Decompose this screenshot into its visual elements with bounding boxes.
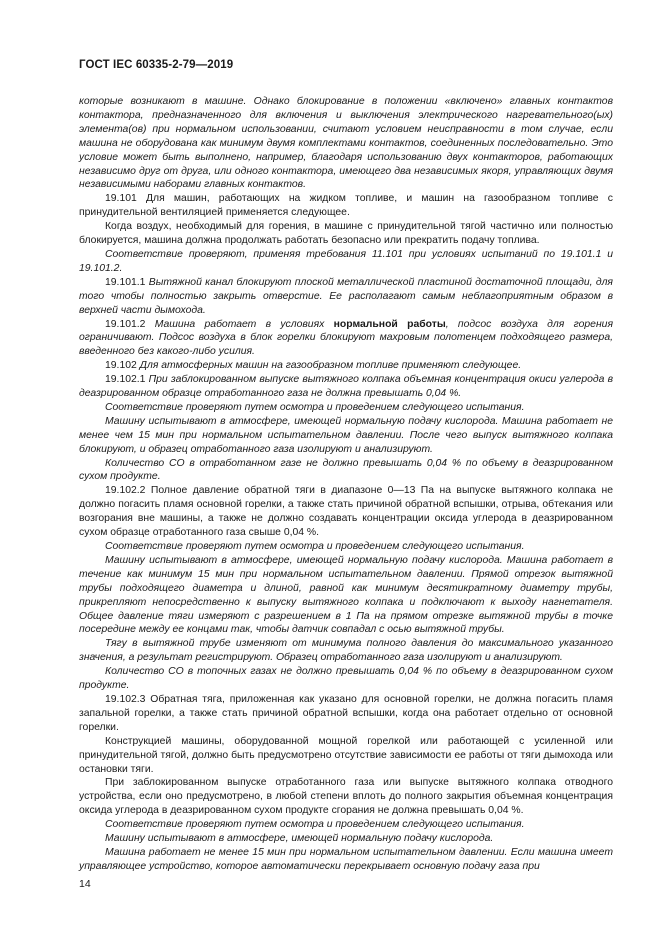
clause-number: 19.101 bbox=[105, 193, 137, 205]
page-number: 14 bbox=[79, 878, 91, 890]
test-paragraph: Машина работает не менее 15 мин при нормальном испытательном давлении. Если машина имеет управляющее устройство, которое автоматически перекрывает основную подачу газа при bbox=[79, 846, 613, 872]
test-paragraph: Машину испытывают в атмосфере, имеющей нормальную подачу кислорода. Машина работает не менее чем 15 мин при нормальном испытательном давлении. После чего выпуск вытяжного колпака блокируют, и образец отработанного газа изолируют и анализируют. bbox=[79, 415, 613, 455]
clause-number: 19.101.1 bbox=[105, 276, 146, 288]
clause-19-102-3: 19.102.3 Обратная тяга, приложенная как указано для основной горелки, не должна погасить пламя запальной горелки, а также стать причиной обратной вспышки, когда она работает отдельно от основной горелки. bbox=[79, 693, 613, 733]
test-paragraph: Машину испытывают в атмосфере, имеющей нормальную подачу кислорода. bbox=[105, 833, 494, 845]
compliance-paragraph: Соответствие проверяют путем осмотра и проведением следующего испытания. bbox=[105, 401, 525, 413]
defined-term: нормальной работы bbox=[333, 318, 446, 330]
clause-number: 19.102 bbox=[105, 360, 137, 372]
paragraph: При заблокированном выпуске отработанного газа или выпуске вытяжного колпака отводного устройства, если оно предусмотрено, в любой степени вплоть до полного закрытия объемная концентрация оксида углерода в деазрированном сухом продукте сгорания не должна превышать 0,04 %. bbox=[79, 777, 613, 817]
test-paragraph: Тягу в вытяжной трубе изменяют от минимума полного давления до максимального указанного значения, а результат регистрируют. Образец отработанного газа изолируют и анализируют. bbox=[79, 638, 613, 664]
document-header: ГОСТ IEC 60335-2-79—2019 bbox=[79, 59, 234, 71]
clause-19-101-1: 19.101.1 Вытяжной канал блокируют плоской металлической пластиной достаточной площади, для того чтобы полностью закрыть отверстие. Ее располагают самым неблагоприятным образом в верхней части дымохода. bbox=[79, 276, 613, 316]
compliance-paragraph: Соответствие проверяют путем осмотра и проведением следующего испытания. bbox=[105, 819, 525, 831]
clause-19-101: 19.101 Для машин, работающих на жидком топливе, и машин на газообразном топливе с принудительной вентиляцией применяется следующее. bbox=[79, 193, 613, 219]
compliance-paragraph: Соответствие проверяют путем осмотра и проведением следующего испытания. bbox=[105, 541, 525, 552]
paragraph: Когда воздух, необходимый для горения, в машине с принудительной тягой частично или полностью блокируется, машина должна продолжать работать безопасно или прекратить подачу топлива. bbox=[79, 221, 613, 247]
clause-number: 19.101.2 bbox=[105, 318, 146, 330]
clause-19-102: 19.102 Для атмосферных машин на газообразном топливе применяют следующее. bbox=[105, 360, 522, 372]
clause-19-101-2: 19.101.2 Машина работает в условиях нормальной работы, подсос воздуха для горения ограничивают. Подсос воздуха в блок горелки блокируют махровым полотенцем подходящего размера, введенного без какого-либо усилия. bbox=[79, 318, 613, 358]
clause-19-102-2: 19.102.2 Полное давление обратной тяги в диапазоне 0—13 Па на выпуске вытяжного колпака не должно погасить пламя основной горелки, а также стать причиной обратной вспышки, отрыва, обтекания или возгорания вне машины, а также не должно создавать концентрации оксида углерода в деазрированном сухом образце отработанного газа свыше 0,04 %. bbox=[79, 485, 613, 539]
test-paragraph: Количество CO в отработанном газе не должно превышать 0,04 % по объему в деазрированном сухом продукте. bbox=[79, 457, 613, 483]
test-paragraph: Машину испытывают в атмосфере, имеющей нормальную подачу кислорода. Машина работает в течение как минимум 15 мин при нормальном испытательном давлении. Прямой отрезок вытяжной трубы подходящего диаметра и длиной, равной как минимум десятикратному диаметру трубы, прикрепляют непосредственно к выпуску вытяжного колпака и подключают к выходу нагнетателя. Общее давление тяги измеряют с разрешением в 1 Па на прямом отрезке вытяжной трубы в точке посередине между ее концами так, чтобы датчик совпадал с осью вытяжной трубы. bbox=[79, 554, 613, 636]
document-body bbox=[79, 95, 613, 874]
clause-number: 19.102.1 bbox=[105, 374, 146, 386]
clause-number: 19.102.2 bbox=[105, 485, 146, 497]
compliance-paragraph: Соответствие проверяют, применяя требования 11.101 при условиях испытаний по 19.101.1 и 19.101.2. bbox=[79, 248, 613, 274]
paragraph-continuation: которые возникают в машине. Однако блокирование в положении «включено» главных контактов контактора, предназначенного для включения и выключения электрического нагревательного(ых) элемента(ов) при нормальном использовании, считают условием неисправности в том случае, если машина не оборудована как минимум двумя комплектами контактов, соединенных последовательно. Это условие может быть выполнено, например, благодаря использованию двух контакторов, работающих независимо друг от друга, или одного контактора, имеющего два независимых якоря, управляющих двумя независимыми наборами главных контактов. bbox=[79, 96, 613, 191]
paragraph: Конструкцией машины, оборудованной мощной горелкой или работающей с усиленной или принудительной тягой, должно быть предусмотрено отсутствие зависимости ее работы от тяги дымохода или остановки тяги. bbox=[79, 735, 613, 775]
clause-19-102-1: 19.102.1 При заблокированном выпуске вытяжного колпака объемная концентрация окиси углерода в деазрированном образце отработанного газа не должна превышать 0,04 %. bbox=[79, 374, 613, 400]
test-paragraph: Количество CO в топочных газах не должно превышать 0,04 % по объему в деазрированном сухом продукте. bbox=[79, 666, 613, 692]
clause-number: 19.102.3 bbox=[105, 693, 146, 705]
